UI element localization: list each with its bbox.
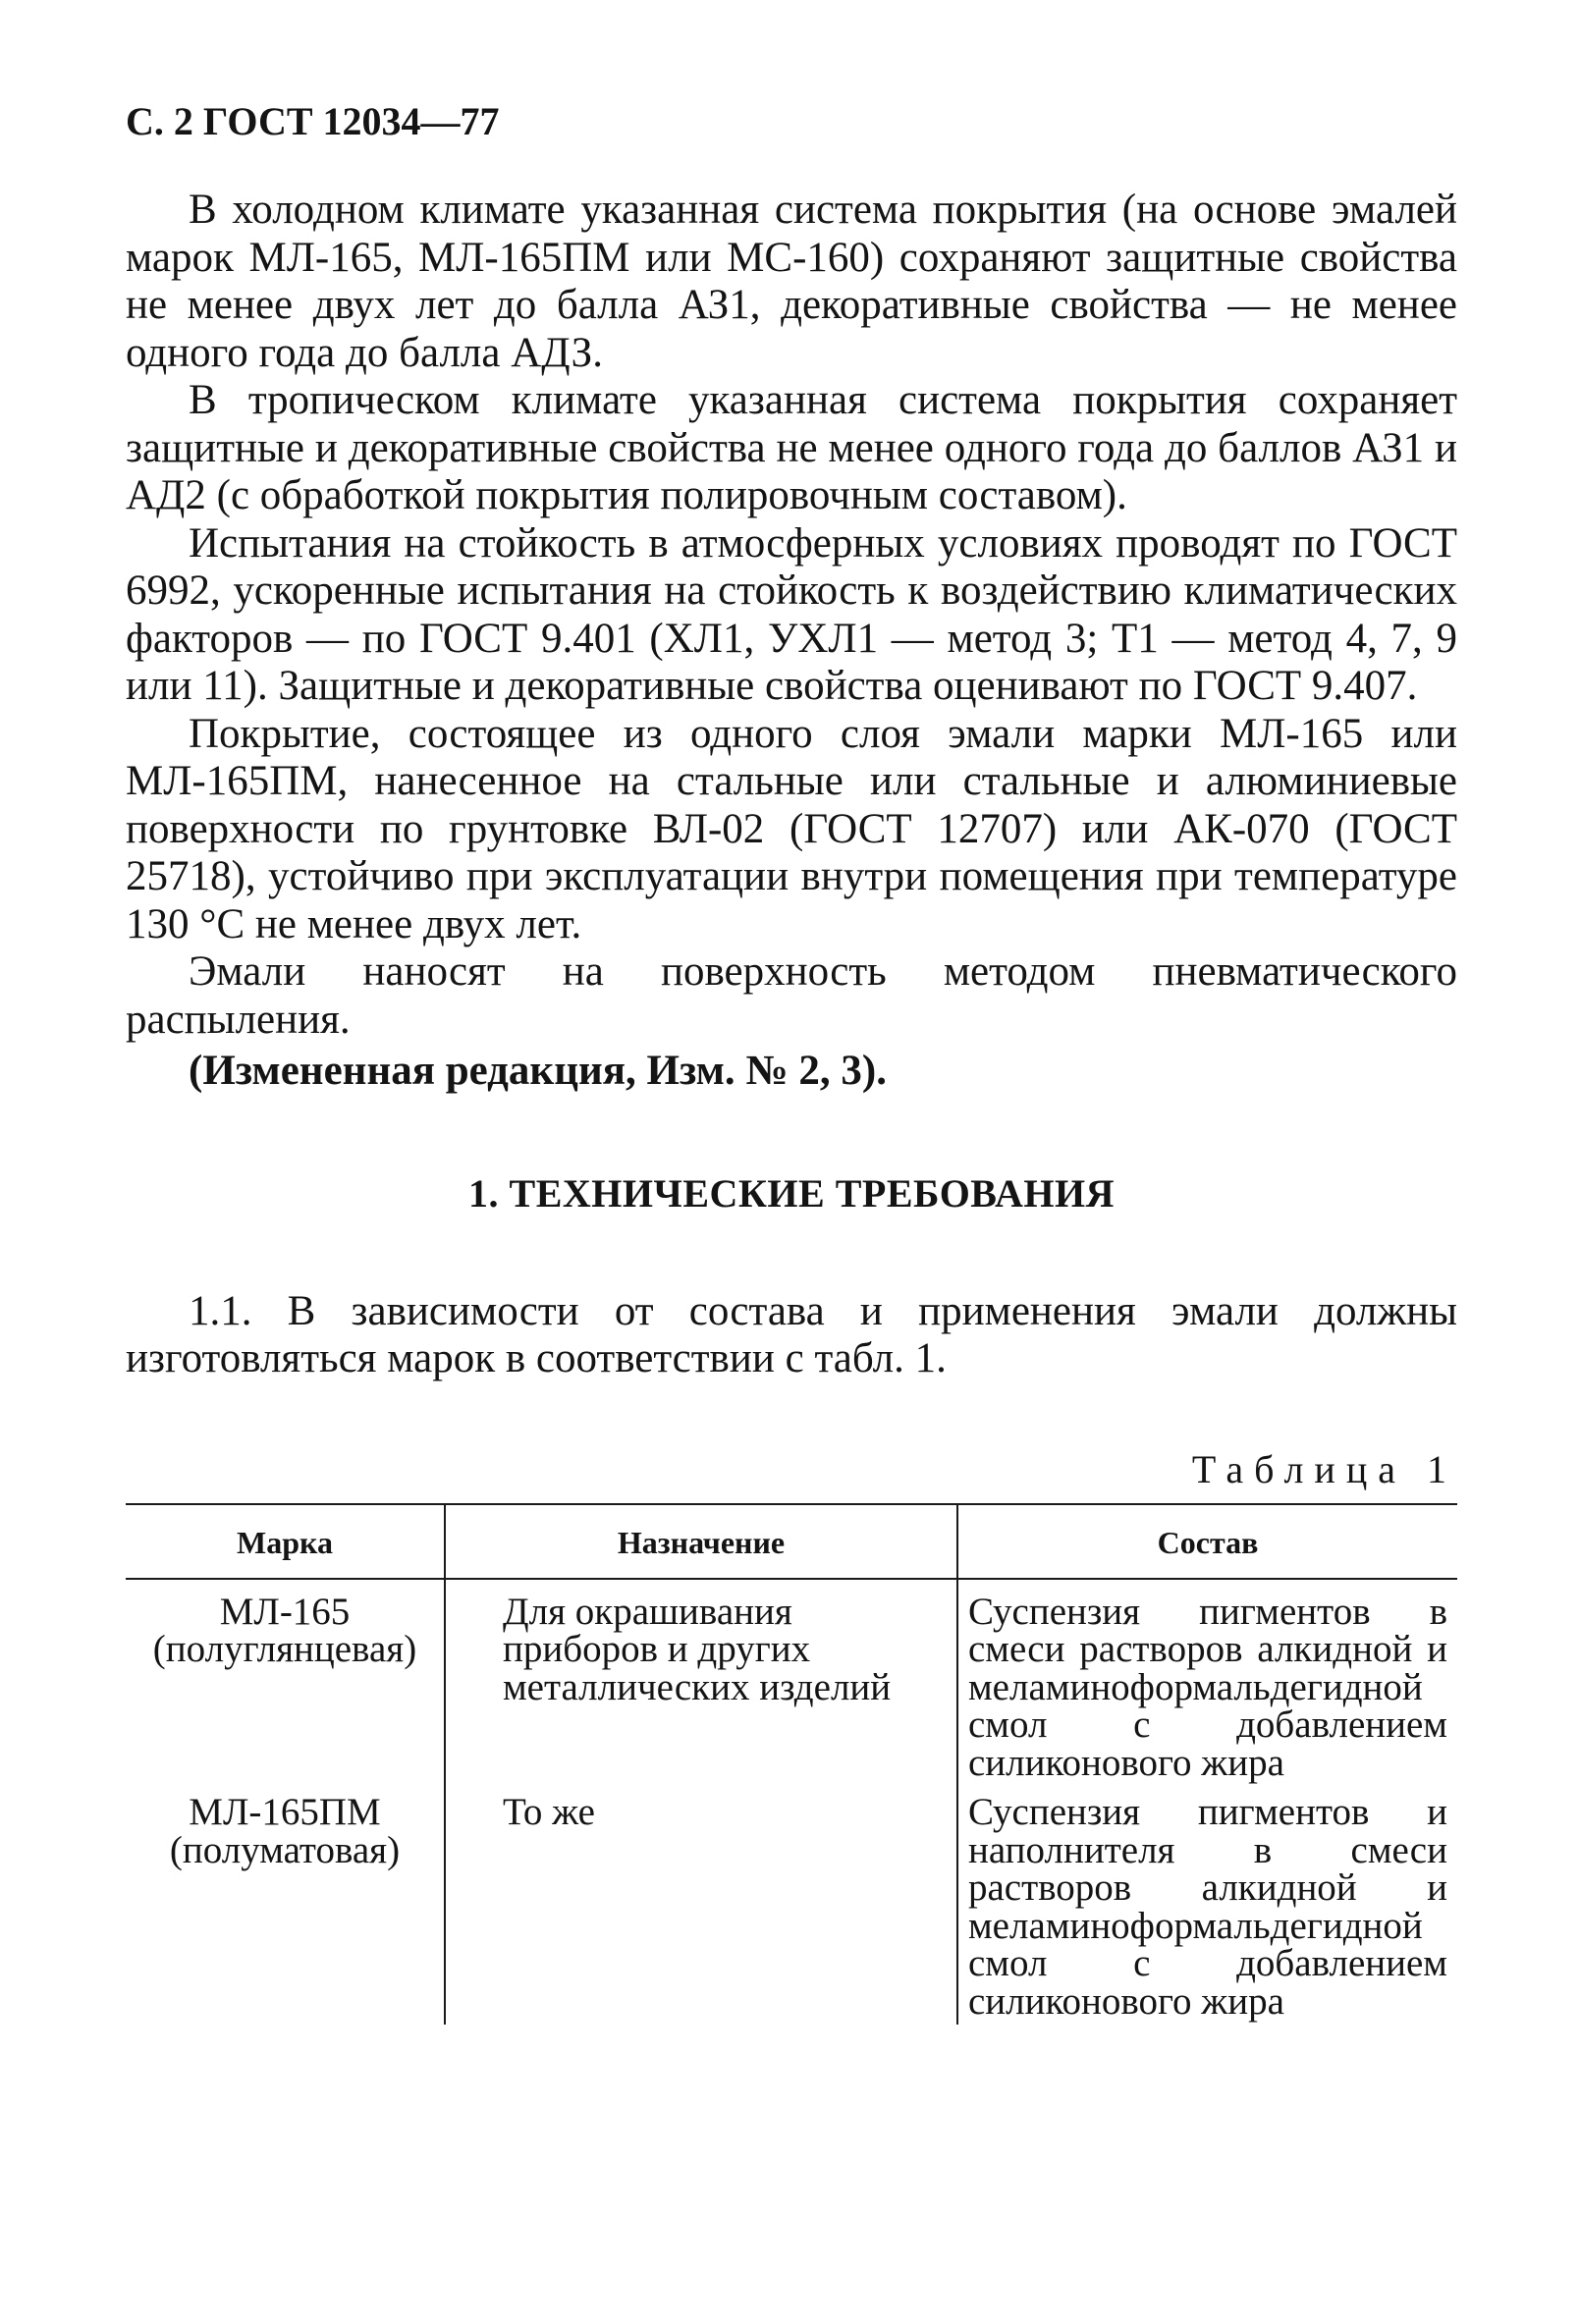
paragraph-cold-climate: В холодном климате указанная система покрытия (на основе эмалей марок МЛ-165, МЛ-165ПМ или МС-160) сохраняют защитные свойства не менее двух лет до балла АЗ1, декоративные свойства — не менее одного года до балла АДЗ.: [126, 187, 1457, 376]
cell-purpose: Для окрашивания приборов и других металлических изделий: [445, 1579, 957, 1789]
cell-composition: Суспензия пигментов и наполнителя в смеси растворов алкидной и меламиноформальдегидной смол с добавлением силиконового жира: [957, 1788, 1457, 2025]
paragraph-tropical-climate: В тропическом климате указанная система покрытия сохраняет защитные и декоративные свойства не менее одного года до баллов АЗ1 и АД2 (с обработкой покрытия полировочным составом).: [126, 377, 1457, 518]
section-heading: 1. ТЕХНИЧЕСКИЕ ТРЕБОВАНИЯ: [468, 1170, 1115, 1216]
table-row: [126, 1579, 1457, 1789]
table-caption: Таблица 1: [1191, 1446, 1457, 1491]
cell-mark: МЛ-165 (полуглянцевая): [152, 1590, 417, 1670]
cell-composition: Суспензия пигментов в смеси растворов алкидной и меламиноформальдегидной смол с добавлением силиконового жира: [957, 1579, 1457, 1789]
cell-mark: МЛ-165ПМ (полуматовая): [169, 1791, 401, 1871]
paragraph-tests: Испытания на стойкость в атмосферных условиях проводят по ГОСТ 6992, ускоренные испытания на стойкость к воздействию климатических факторов — по ГОСТ 9.401 (ХЛ1, УХЛ1 — метод 3; Т1 — метод 4, 7, 9 или 11). Защитные и декоративные свойства оценивают по ГОСТ 9.407.: [126, 519, 1457, 709]
column-header-composition: Состав: [957, 1504, 1457, 1579]
amendment-note: (Измененная редакция, Изм. № 2, 3).: [189, 1048, 887, 1094]
table-header-row: [126, 1504, 1457, 1579]
paragraph-coating: Покрытие, состоящее из одного слоя эмали марки МЛ-165 или МЛ-165ПМ, нанесенное на стальные или стальные и алюминиевые поверхности по грунтовке ВЛ-02 (ГОСТ 12707) или АК-070 (ГОСТ 25718), устойчиво при эксплуатации внутри помещения при температуре 130 °С не менее двух лет.: [126, 710, 1457, 947]
cell-purpose: То же: [445, 1788, 957, 2025]
document-page: [126, 98, 1457, 2025]
paragraph-application: Эмали наносят на поверхность методом пневматического распыления.: [126, 948, 1457, 1043]
column-header-purpose: Назначение: [445, 1504, 957, 1579]
table-row: [126, 1788, 1457, 2025]
table-enamel-grades: [126, 1503, 1457, 2026]
paragraph-1-1: 1.1. В зависимости от состава и применения эмали должны изготовляться марок в соответствии с табл. 1.: [126, 1287, 1457, 1381]
running-header: С. 2 ГОСТ 12034—77: [126, 99, 500, 143]
column-header-mark: Марка: [126, 1504, 445, 1579]
